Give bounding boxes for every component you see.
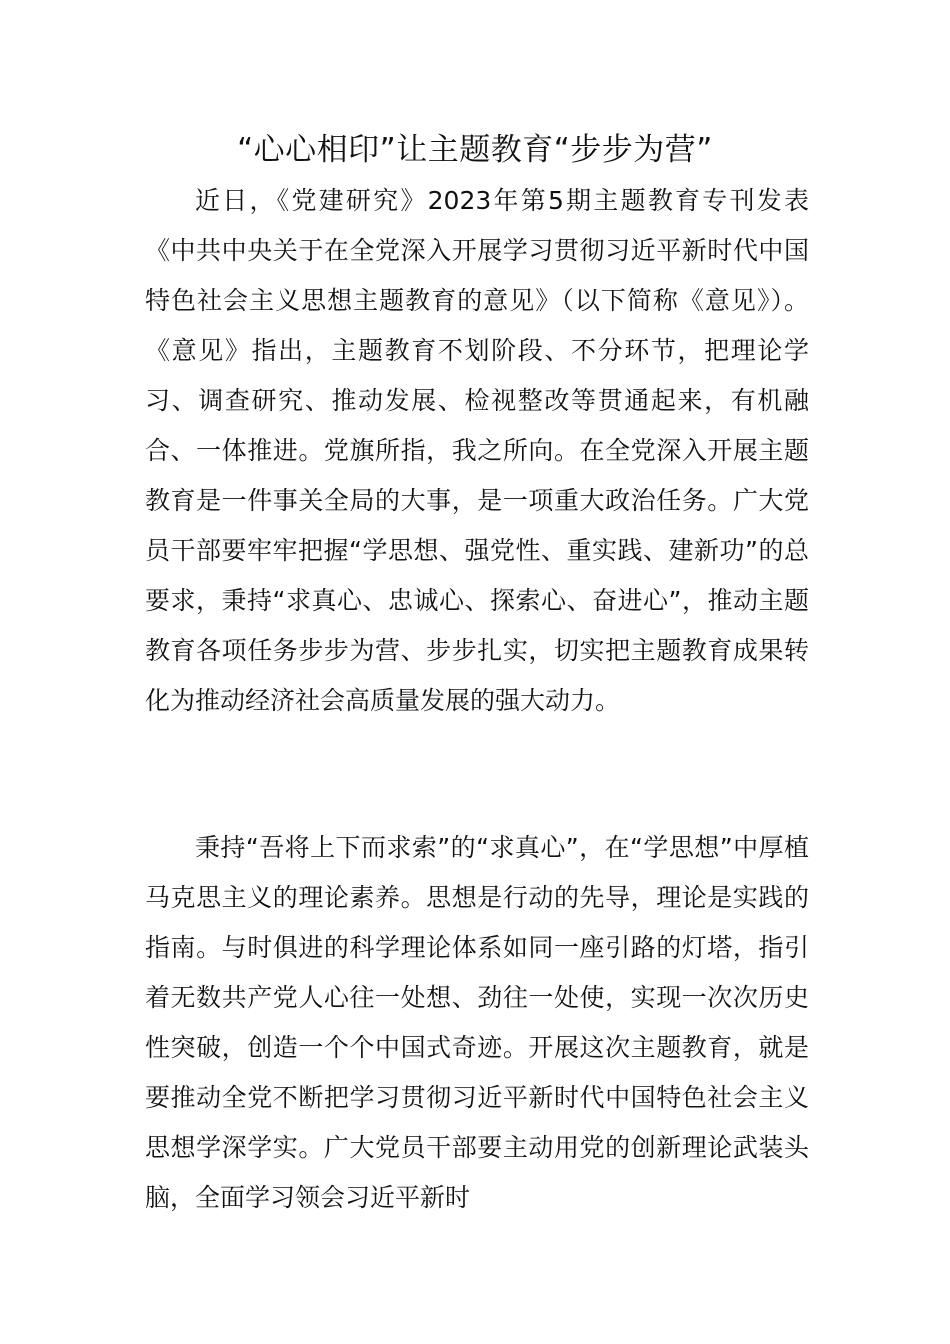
paragraph-intro: 近日，《党建研究》2023年第5期主题教育专刊发表《中共中央关于在全党深入开展学习贯彻习近平新时代中国特色社会主义思想主题教育的意见》（以下简称《意见》）。《意见》指出，主题教育不划阶段、不分环节，把理论学习、调查研究、推动发展、检视整改等贯通起来，有机融合、一体推进。党旗所指，我之所向。在全党深入开展主题教育是一件事关全局的大事，是一项重大政治任务。广大党员干部要牢牢把握“学思想、强党性、重实践、建新功”的总要求，秉持“求真心、忠诚心、探索心、奋进心”，推动主题教育各项任务步步为营、步步扎实，切实把主题教育成果转化为推动经济社会高质量发展的强大动力。 — [145, 186, 809, 715]
document-title: “心心相印”让主题教育“步步为营” — [237, 132, 713, 168]
paragraph-seeking-truth: 秉持“吾将上下而求索”的“求真心”，在“学思想”中厚植马克思主义的理论素养。思想是行动的先导，理论是实践的指南。与时俱进的科学理论体系如同一座引路的灯塔，指引着无数共产党人心往一处想、劲往一处使，实现一次次历史性突破，创造一个个中国式奇迹。开展这次主题教育，就是要推动全党不断把学习贯彻习近平新时代中国特色社会主义思想学深学实。广大党员干部要主动用党的创新理论武装头脑，全面学习领会习近平新时 — [145, 833, 809, 1212]
